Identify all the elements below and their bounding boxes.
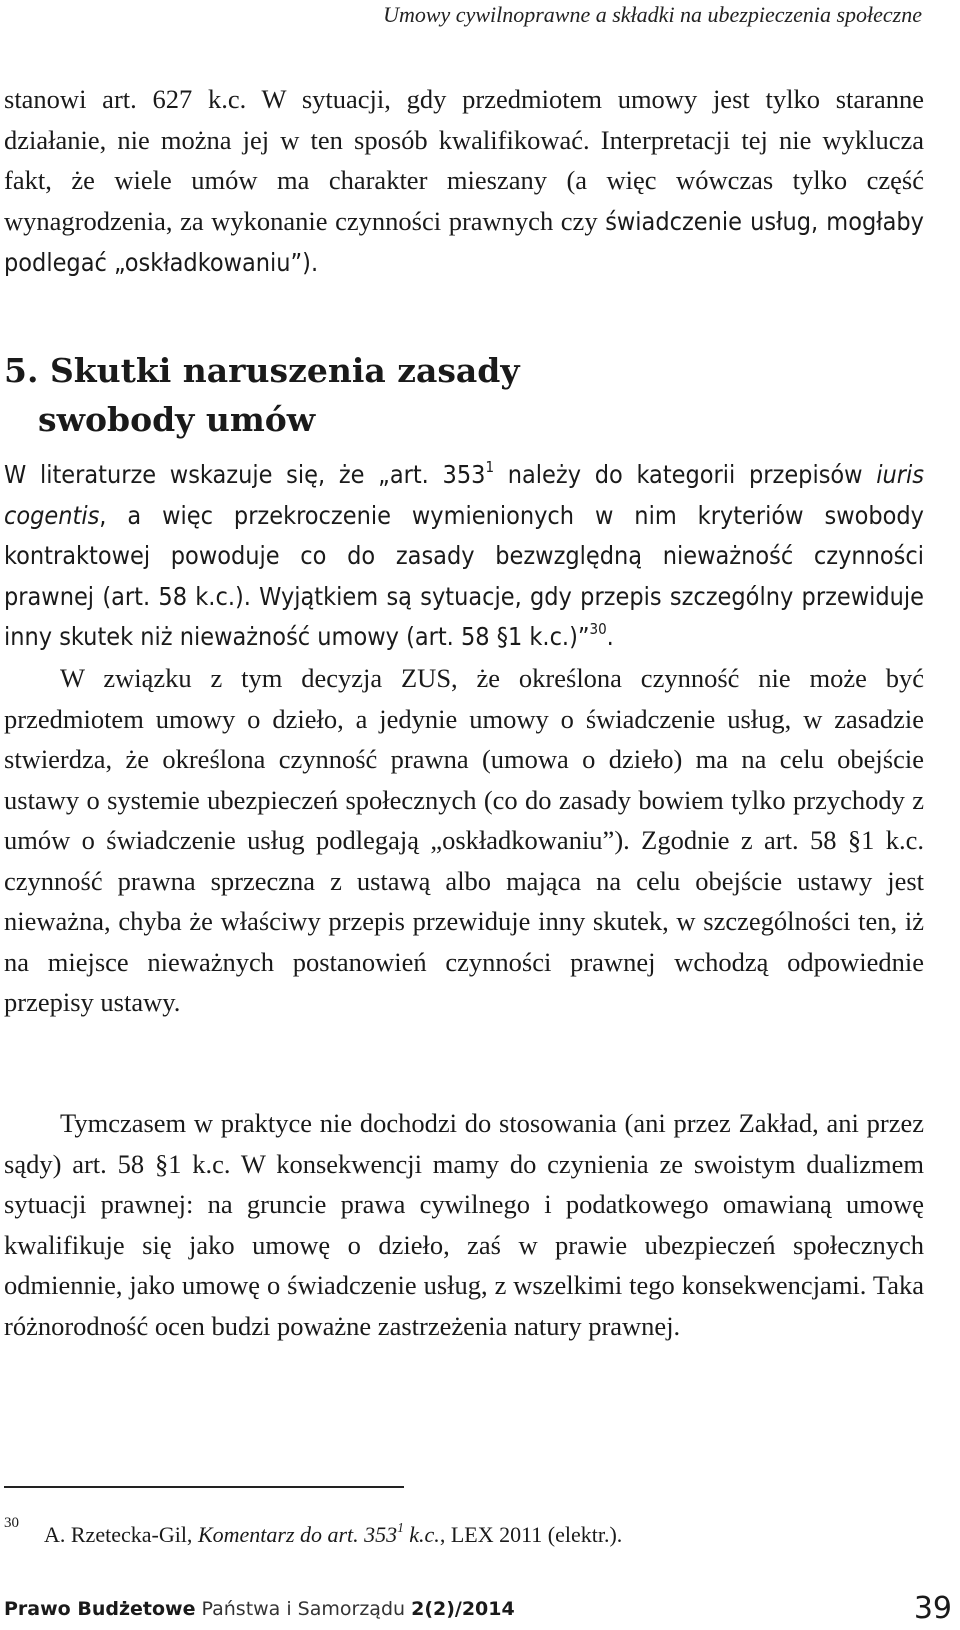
section-heading-line2: swobody umów — [38, 400, 316, 439]
paragraph-literature — [4, 455, 924, 658]
footnote-title-end: k.c. — [403, 1522, 440, 1547]
p2-text-a: W literaturze wskazuje się, że „art. 353 — [4, 460, 486, 489]
running-header: Umowy cywilnoprawne a składki na ubezpieczenia społeczne — [383, 2, 922, 27]
paragraph-intro — [4, 79, 924, 284]
journal-name — [4, 1598, 515, 1620]
superscript-1: 1 — [485, 457, 495, 476]
paragraph-practice: Tymczasem w praktyce nie dochodzi do stosowania (ani przez Zakład, ani przez sądy) art. 58 §1 k.c. W konsekwencji mamy do czynienia ze swoistym dualizmem sytuacji prawnej: na gruncie prawa cywilnego i podatkowego omawianą umowę kwalifikuje się jako umowę o dzieło, zaś w prawie ubezpieczeń społecznych odmiennie, jako umowę o świadczenie usług, z wszelkimi tego konsekwencjami. Taka różnorodność ocen budzi poważne zastrzeżenia natury prawnej. — [4, 1108, 924, 1341]
footnote-author: A. Rzetecka-Gil, — [44, 1522, 198, 1547]
page-number: 39 — [913, 1591, 952, 1626]
journal-issue: 2(2)/2014 — [411, 1598, 515, 1620]
footnote-rule — [4, 1486, 404, 1488]
paragraph-intro-text: stanowi art. 627 k.c. W sytuacji, gdy przedmiotem umowy jest tylko staranne działanie, nie można jej w ten sposób kwalifikować. Interpretacji tej nie wyklucza fakt, że wiele umów ma charakter mieszany (a więc wówczas tylko część wynagrodzenia, za wykonanie czynności prawnych czy — [4, 84, 924, 236]
p2-italic: iuris cogentis — [4, 460, 924, 530]
footnote-text — [44, 1520, 622, 1550]
footnote-source: , LEX 2011 (elektr.). — [439, 1522, 623, 1547]
footnote-title-sup: 1 — [397, 1519, 404, 1535]
footnote-ref-30[interactable]: 30 — [589, 619, 607, 638]
p2-text-c: , a więc przekroczenie wymienionych w nim kryteriów swobody kontraktowej powoduje co do zasady bezwzględną nieważność czynności prawnej (art. 58 k.c.). Wyjątkiem są sytuacje, gdy przepis szczególny przewiduje inny skutek niż nieważność umowy (art. 58 §1 k.c.)” — [4, 500, 924, 651]
section-heading-line1: 5. Skutki naruszenia zasady — [4, 351, 520, 390]
p2-text-b: należy do kategorii przepisów — [494, 460, 877, 489]
journal-name-rest: Państwa i Samorządu — [195, 1598, 412, 1620]
journal-name-bold: Prawo Budżetowe — [4, 1598, 196, 1620]
p2-text-d: . — [606, 622, 614, 651]
footnote-title: Komentarz do art. 353 — [197, 1522, 398, 1547]
paragraph-intro-end: świadczenie usług, mogłaby podlegać „oskładkowaniu”). — [4, 206, 924, 277]
section-heading — [4, 346, 520, 444]
paragraph-zus-decision: W związku z tym decyzja ZUS, że określona czynność nie może być przedmiotem umowy o dzieło, a jedynie umowy o świadczenie usług, w zasadzie stwierdza, że określona czynność prawna (umowa o dzieło) ma na celu obejście ustawy o systemie ubezpieczeń społecznych (co do zasady bowiem tylko przychody z umów o świadczenie usług podlegają „oskładkowaniu”). Zgodnie z art. 58 §1 k.c. czynność prawna sprzeczna z ustawą albo mająca na celu obejście ustawy jest nieważna, chyba że właściwy przepis przewiduje inny skutek, w szczególności ten, iż na miejsce nieważnych postanowień czynności prawnej wchodzą odpowiednie przepisy ustawy. — [4, 663, 924, 1017]
page-footer — [4, 1584, 952, 1624]
footnote-number: 30 — [4, 1515, 19, 1531]
